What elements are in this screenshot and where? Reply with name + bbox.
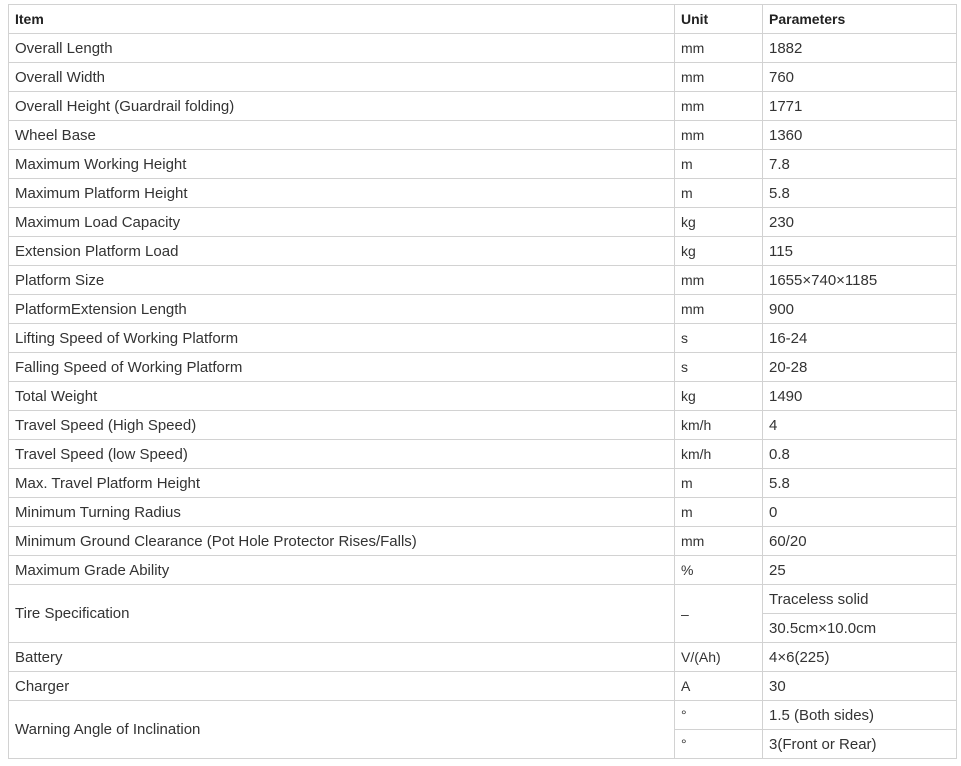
header-item: Item <box>9 5 675 34</box>
unit-cell: mm <box>675 92 763 121</box>
item-cell: Max. Travel Platform Height <box>9 469 675 498</box>
unit-cell: mm <box>675 295 763 324</box>
unit-cell: ° <box>675 701 763 730</box>
parameter-cell: Traceless solid <box>763 585 957 614</box>
unit-cell: mm <box>675 266 763 295</box>
unit-cell: km/h <box>675 411 763 440</box>
parameter-cell: 30 <box>763 672 957 701</box>
unit-cell: kg <box>675 382 763 411</box>
parameter-cell: 1360 <box>763 121 957 150</box>
item-cell: Maximum Load Capacity <box>9 208 675 237</box>
unit-cell: mm <box>675 63 763 92</box>
parameter-cell: 5.8 <box>763 179 957 208</box>
unit-cell: km/h <box>675 440 763 469</box>
parameter-cell: 1655×740×1185 <box>763 266 957 295</box>
table-row <box>9 585 957 614</box>
item-cell: Battery <box>9 643 675 672</box>
parameter-cell: 16-24 <box>763 324 957 353</box>
unit-cell: A <box>675 672 763 701</box>
table-row <box>9 498 957 527</box>
unit-cell: kg <box>675 208 763 237</box>
item-cell: Lifting Speed of Working Platform <box>9 324 675 353</box>
parameter-cell: 5.8 <box>763 469 957 498</box>
parameter-cell: 25 <box>763 556 957 585</box>
item-cell: Total Weight <box>9 382 675 411</box>
parameter-cell: 4 <box>763 411 957 440</box>
unit-cell: – <box>675 585 763 643</box>
parameter-cell: 0 <box>763 498 957 527</box>
parameter-cell: 1771 <box>763 92 957 121</box>
unit-cell: mm <box>675 121 763 150</box>
unit-cell: ° <box>675 730 763 759</box>
header-unit: Unit <box>675 5 763 34</box>
unit-cell: m <box>675 150 763 179</box>
parameter-cell: 230 <box>763 208 957 237</box>
item-cell: Maximum Platform Height <box>9 179 675 208</box>
table-row <box>9 92 957 121</box>
table-row <box>9 440 957 469</box>
parameter-cell: 1882 <box>763 34 957 63</box>
item-cell: Tire Specification <box>9 585 675 643</box>
parameter-cell: 3(Front or Rear) <box>763 730 957 759</box>
table-row <box>9 121 957 150</box>
item-cell: Overall Length <box>9 34 675 63</box>
item-cell: Warning Angle of Inclination <box>9 701 675 759</box>
table-row <box>9 643 957 672</box>
table-row <box>9 208 957 237</box>
parameter-cell: 7.8 <box>763 150 957 179</box>
unit-cell: kg <box>675 237 763 266</box>
table-row <box>9 353 957 382</box>
item-cell: Travel Speed (low Speed) <box>9 440 675 469</box>
table-row <box>9 266 957 295</box>
unit-cell: m <box>675 469 763 498</box>
table-row <box>9 701 957 730</box>
item-cell: Extension Platform Load <box>9 237 675 266</box>
unit-cell: m <box>675 179 763 208</box>
item-cell: Minimum Turning Radius <box>9 498 675 527</box>
table-row <box>9 179 957 208</box>
item-cell: Minimum Ground Clearance (Pot Hole Protector Rises/Falls) <box>9 527 675 556</box>
item-cell: Overall Height (Guardrail folding) <box>9 92 675 121</box>
parameter-cell: 0.8 <box>763 440 957 469</box>
item-cell: Overall Width <box>9 63 675 92</box>
unit-cell: mm <box>675 527 763 556</box>
table-row <box>9 324 957 353</box>
table-row <box>9 150 957 179</box>
item-cell: Maximum Working Height <box>9 150 675 179</box>
header-row <box>9 5 957 34</box>
parameter-cell: 4×6(225) <box>763 643 957 672</box>
unit-cell: m <box>675 498 763 527</box>
table-row <box>9 382 957 411</box>
parameter-cell: 900 <box>763 295 957 324</box>
item-cell: Travel Speed (High Speed) <box>9 411 675 440</box>
parameter-cell: 1490 <box>763 382 957 411</box>
parameter-cell: 115 <box>763 237 957 266</box>
unit-cell: mm <box>675 34 763 63</box>
item-cell: Charger <box>9 672 675 701</box>
item-cell: Falling Speed of Working Platform <box>9 353 675 382</box>
unit-cell: V/(Ah) <box>675 643 763 672</box>
parameter-cell: 30.5cm×10.0cm <box>763 614 957 643</box>
parameter-cell: 60/20 <box>763 527 957 556</box>
table-row <box>9 34 957 63</box>
parameter-cell: 20-28 <box>763 353 957 382</box>
table-row <box>9 63 957 92</box>
table-row <box>9 237 957 266</box>
parameter-cell: 1.5 (Both sides) <box>763 701 957 730</box>
table-row <box>9 672 957 701</box>
spec-table-body <box>9 34 957 759</box>
header-parameters: Parameters <box>763 5 957 34</box>
unit-cell: % <box>675 556 763 585</box>
table-row <box>9 527 957 556</box>
item-cell: Maximum Grade Ability <box>9 556 675 585</box>
unit-cell: s <box>675 353 763 382</box>
item-cell: Wheel Base <box>9 121 675 150</box>
parameter-cell: 760 <box>763 63 957 92</box>
table-row <box>9 556 957 585</box>
table-row <box>9 295 957 324</box>
table-row <box>9 411 957 440</box>
item-cell: PlatformExtension Length <box>9 295 675 324</box>
item-cell: Platform Size <box>9 266 675 295</box>
table-row <box>9 469 957 498</box>
unit-cell: s <box>675 324 763 353</box>
spec-table <box>8 4 957 759</box>
